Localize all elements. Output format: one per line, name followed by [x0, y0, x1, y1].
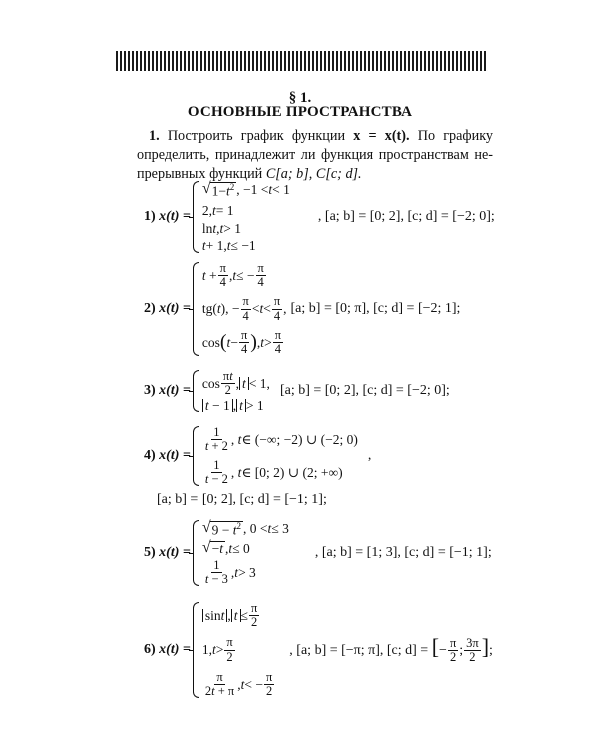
problem-line1: Построить график функции — [167, 128, 346, 144]
brace — [193, 602, 199, 698]
case-1: t + $\frac{\pi}{4}$ , t ≤ − $\frac{\pi}{4}$ — [201, 261, 264, 290]
item-label: 1) x(t) = — [144, 209, 191, 224]
case-3: cos ( t − $\frac{\pi}{4}$ ) , t > $\frac{\pi}{4}$ — [201, 327, 281, 356]
case-1: sint , t ≤ $\frac{\pi}{2}$ — [202, 602, 275, 629]
item-label: 6) x(t) = — [144, 642, 191, 657]
problem-statement — [137, 127, 493, 184]
problem-line3: прерывных функций — [137, 166, 263, 182]
decorative-header-bar — [116, 51, 488, 71]
item-1 — [144, 181, 495, 253]
case-3: $\frac{1}{t - 3}$ , t > 3 — [204, 557, 256, 586]
cases — [202, 602, 275, 698]
item-label: 4) x(t) = — [144, 448, 191, 463]
case-2: 1, t > $\frac{\pi}{2}$ — [201, 635, 233, 664]
case-2: $\frac{1}{t - 2}$ , t ∈ [0; 2) ∪ (2; +∞) — [204, 457, 343, 486]
problem-line2: определить, принадлежит ли функция пространствам не- — [137, 147, 493, 163]
cases — [202, 370, 270, 412]
section-title: ОСНОВНЫЕ ПРОСТРАНСТВА — [187, 104, 413, 120]
item-4 — [144, 426, 371, 486]
item-label: 5) x(t) = — [144, 545, 191, 560]
item-2 — [144, 262, 460, 356]
problem-spaces: C[a; b], C[c; d]. — [265, 166, 362, 182]
item-5 — [144, 520, 492, 586]
case-1: √ $9 - t^2$ , 0 < t ≤ 3 — [201, 519, 289, 538]
item-3 — [144, 370, 450, 412]
item-rhs: [a; b] = [0; π], [c; d] = [−2; 1]; — [290, 301, 461, 316]
case-2: t − 1 , t > 1 — [202, 399, 270, 413]
item-rhs: , — [367, 448, 372, 463]
problem-line1-tail: По графику — [417, 128, 494, 144]
brace — [193, 426, 199, 486]
case-1: $\frac{1}{t + 2}$ , t ∈ (−∞; −2) ∪ (−2; 0) — [204, 425, 358, 454]
case-2: tg( t ), − $\frac{\pi}{4}$ < t < $\frac{\pi}{4}$ , — [201, 294, 287, 323]
problem-line1-math: x = x(t). — [353, 128, 410, 144]
brace — [193, 181, 199, 253]
brace — [193, 370, 199, 412]
cases — [202, 262, 287, 356]
case-2: 2, t = 1 — [201, 202, 234, 218]
item-rhs: [a; b] = [0; 2], [c; d] = [−2; 0]; — [279, 383, 450, 398]
item-rhs: , [a; b] = [0; 2], [c; d] = [−2; 0]; — [317, 209, 495, 224]
brace — [193, 520, 199, 586]
case-4: t + 1, t ≤ −1 — [201, 238, 256, 254]
item-rhs: , [a; b] = [−π; π], [c; d] = [− $\frac{\pi}{2}$ ; $\frac{3\pi}{2}$ ]; — [289, 633, 493, 665]
cases — [202, 520, 289, 586]
cases — [202, 426, 358, 486]
case-3: ln t , t > 1 — [201, 220, 242, 236]
case-3: $\frac{\pi}{2t + \pi}$ , t < − $\frac{\pi}{2}$ — [204, 669, 273, 698]
item-4-rhs-line2: [a; b] = [0; 2], [c; d] = [−1; 1]; — [157, 492, 327, 507]
case-2: √ −t , t ≤ 0 — [201, 539, 250, 557]
item-label: 3) x(t) = — [144, 383, 191, 398]
item-label: 2) x(t) = — [144, 301, 191, 316]
item-6 — [144, 602, 493, 698]
brace — [193, 262, 199, 356]
problem-number: 1. — [149, 128, 160, 144]
section-number: § 1. — [288, 90, 312, 106]
item-rhs: , [a; b] = [1; 3], [c; d] = [−1; 1]; — [314, 545, 492, 560]
case-1: √ $1-t^2$ , −1 < t < 1 — [201, 180, 290, 199]
case-1: cos $\frac{\pi t}{2}$ , t < 1, — [201, 369, 270, 398]
cases — [202, 181, 290, 253]
